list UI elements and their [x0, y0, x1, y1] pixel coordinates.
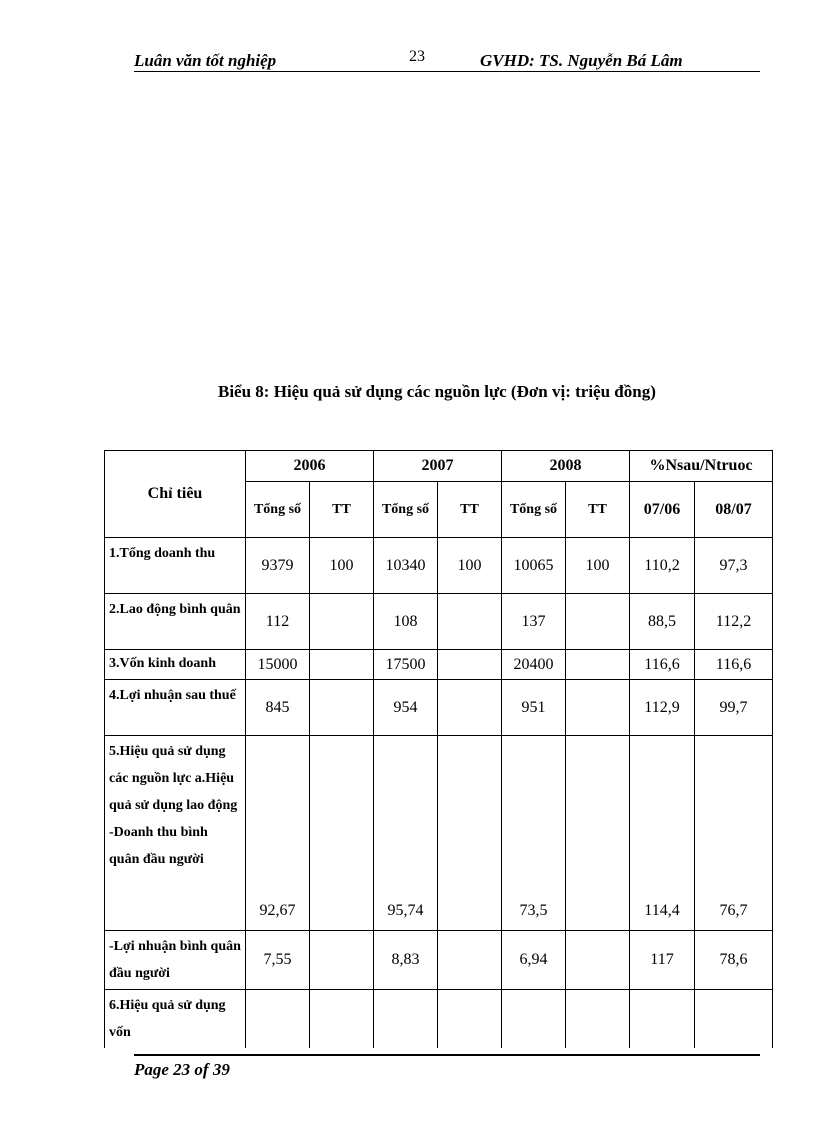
cell — [566, 650, 630, 680]
table-row — [105, 931, 773, 990]
cell: 73,5 — [502, 736, 566, 931]
cell: 951 — [502, 680, 566, 736]
subheader-08-07: 08/07 — [695, 482, 773, 538]
row-label: -Lợi nhuận bình quân đầu người — [105, 931, 246, 990]
row-label: 5.Hiệu quả sử dụng các nguồn lực a.Hiệu quả sử dụng lao động -Doanh thu bình quân đầu người — [105, 736, 246, 931]
cell — [310, 931, 374, 990]
cell — [438, 931, 502, 990]
header-year-2007: 2007 — [374, 451, 502, 482]
cell: 100 — [310, 538, 374, 594]
cell — [374, 990, 438, 1049]
cell: 15000 — [246, 650, 310, 680]
row-label: 3.Vốn kinh doanh — [105, 650, 246, 680]
cell: 17500 — [374, 650, 438, 680]
subheader-total: Tổng số — [246, 482, 310, 538]
cell: 9379 — [246, 538, 310, 594]
table-row — [105, 594, 773, 650]
subheader-total: Tổng số — [374, 482, 438, 538]
cell — [310, 736, 374, 931]
cell: 10065 — [502, 538, 566, 594]
cell: 100 — [438, 538, 502, 594]
row-label: 4.Lợi nhuận sau thuế — [105, 680, 246, 736]
row-label: 2.Lao động bình quân — [105, 594, 246, 650]
header-page-number: 23 — [409, 48, 425, 65]
subheader-tt: TT — [310, 482, 374, 538]
cell: 114,4 — [630, 736, 695, 931]
cell — [310, 594, 374, 650]
header-rule — [134, 71, 760, 72]
cell: 78,6 — [695, 931, 773, 990]
cell: 100 — [566, 538, 630, 594]
cell: 8,83 — [374, 931, 438, 990]
cell: 88,5 — [630, 594, 695, 650]
header-chi-tieu: Chỉ tiêu — [105, 451, 246, 538]
footer-page-count: Page 23 of 39 — [134, 1060, 230, 1079]
cell: 99,7 — [695, 680, 773, 736]
cell — [310, 990, 374, 1049]
subheader-07-06: 07/06 — [630, 482, 695, 538]
row-label: 6.Hiệu quả sử dụng vốn — [105, 990, 246, 1049]
cell: 7,55 — [246, 931, 310, 990]
cell: 97,3 — [695, 538, 773, 594]
subheader-tt: TT — [438, 482, 502, 538]
cell: 116,6 — [630, 650, 695, 680]
table-row — [105, 538, 773, 594]
cell: 845 — [246, 680, 310, 736]
cell: 112,2 — [695, 594, 773, 650]
header-thesis-title: Luân văn tốt nghiệp — [134, 51, 277, 70]
cell — [310, 650, 374, 680]
cell — [438, 990, 502, 1049]
cell: 116,6 — [695, 650, 773, 680]
page-header — [134, 48, 760, 74]
subheader-total: Tổng số — [502, 482, 566, 538]
cell — [502, 990, 566, 1049]
cell: 110,2 — [630, 538, 695, 594]
cell — [695, 990, 773, 1049]
cell: 20400 — [502, 650, 566, 680]
cell: 117 — [630, 931, 695, 990]
cell — [566, 736, 630, 931]
cell — [438, 736, 502, 931]
cell — [630, 990, 695, 1049]
header-ratio: %Nsau/Ntruoc — [630, 451, 773, 482]
header-year-2006: 2006 — [246, 451, 374, 482]
cell: 112,9 — [630, 680, 695, 736]
cell: 95,74 — [374, 736, 438, 931]
cell: 112 — [246, 594, 310, 650]
cell: 6,94 — [502, 931, 566, 990]
cell — [246, 990, 310, 1049]
table-row — [105, 680, 773, 736]
table-row — [105, 650, 773, 680]
cell — [566, 990, 630, 1049]
cell — [310, 680, 374, 736]
cell: 954 — [374, 680, 438, 736]
table-row — [105, 736, 773, 931]
cell — [438, 680, 502, 736]
cell — [566, 594, 630, 650]
cell: 76,7 — [695, 736, 773, 931]
cell — [566, 931, 630, 990]
cell: 137 — [502, 594, 566, 650]
header-year-2008: 2008 — [502, 451, 630, 482]
table-caption: Biểu 8: Hiệu quả sử dụng các nguồn lực (Đơn vị: triệu đồng) — [218, 382, 656, 401]
resource-efficiency-table — [104, 450, 773, 1048]
cell: 92,67 — [246, 736, 310, 931]
row-label: 1.Tổng doanh thu — [105, 538, 246, 594]
subheader-tt: TT — [566, 482, 630, 538]
cell — [566, 680, 630, 736]
footer-rule — [134, 1054, 760, 1056]
cell — [438, 650, 502, 680]
cell: 108 — [374, 594, 438, 650]
cell — [438, 594, 502, 650]
table-row — [105, 990, 773, 1049]
cell: 10340 — [374, 538, 438, 594]
header-advisor: GVHD: TS. Nguyễn Bá Lâm — [480, 51, 683, 70]
